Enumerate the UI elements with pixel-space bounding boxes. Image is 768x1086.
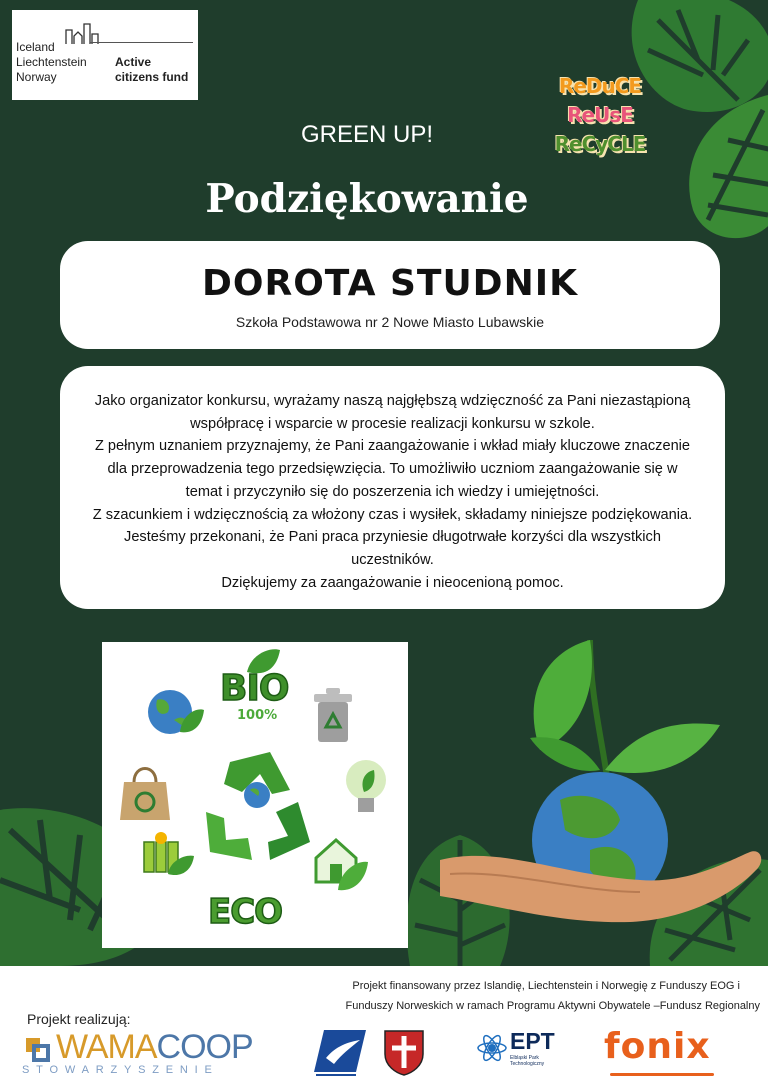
monstera-leaf-icon [668,90,768,250]
recipient-card [60,241,720,349]
wamacoop-mark-icon [24,1036,52,1064]
eco-icons-panel [102,642,408,948]
body-line: Z pełnym uznaniem przyznajemy, że Pani zaangażowanie i wkład miały kluczowe znaczenie [94,438,691,455]
wamacoop-wordmark: WAMACOOP [56,1028,253,1066]
body-line: współpracę i wsparcie w procesie realizacji konkursu w szkole. [190,415,595,432]
ept-atom-icon [476,1032,508,1064]
battery-icon [144,832,194,875]
wamacoop-subtitle: STOWARZYSZENIE [22,1064,219,1076]
body-line: Jesteśmy przekonani, że Pani praca przyniesie długotrwałe korzyści dla wszystkich [124,529,661,546]
bird-emblem-logo-icon [312,1028,368,1078]
badge-recycle: ReCyCLE [554,132,646,156]
funding-line: Funduszy Norweskich w ramach Programu Aktywni Obywatele –Fundusz Regionalny [345,1000,760,1012]
body-line: Dziękujemy za zaangażowanie i nieocenioną pomoc. [221,574,564,591]
ept-logo-subtitle: Elbląski Park Technologiczny [510,1055,545,1067]
logo-country-iceland: Iceland [16,40,55,54]
hand-globe-plant-illustration [440,630,768,940]
bio-label: BIO [220,668,289,709]
eco-house-icon [316,840,368,890]
bio-percent: 100% [237,708,278,723]
recipient-name: DOROTA STUDNIK [202,263,578,304]
badge-reduce: ReDuCE [558,74,642,98]
recycle-bag-icon [120,769,170,821]
body-line: Jako organizator konkursu, wyrażamy naszą najgłębszą wdzięczność za Pani niezastąpioną [94,393,691,409]
logo-fund-line1: Active [115,55,152,69]
coat-of-arms-icon [382,1028,426,1076]
funding-statement [260,976,760,1016]
body-line: temat i przyczyniło się do poszerzenia ich wiedzy i umiejętności. [185,483,600,500]
fonix-logo: fonix [604,1026,711,1067]
body-line: dla przeprowadzenia tego przedsięwzięcia. To umożliwiło uczniom zaangażowanie się w [107,461,678,478]
wamacoop-logo [22,1028,272,1078]
thank-you-text-card [60,366,725,609]
logo-fund-line2: citizens fund [115,70,189,84]
globe-icon [148,690,204,734]
certificate-title: Podziękowanie [205,176,529,222]
body-line: Z szacunkiem i wdzięcznością za włożony czas i wysiłek, składamy niniejsze podziękowania. [92,506,693,523]
eco-label: ECO [208,892,283,932]
eea-norway-grants-logo [12,10,198,100]
logo-divider [90,42,193,43]
body-line: uczestników. [351,551,434,568]
recycle-bin-icon [314,688,352,742]
footer [0,966,768,1086]
logo-country-liechtenstein: Liechtenstein [16,55,87,69]
recipient-school: Szkoła Podstawowa nr 2 Nowe Miasto Lubawskie [235,314,545,330]
recycle-symbol-icon [206,752,310,860]
logo-country-norway: Norway [16,70,57,84]
plant-leaf-icon [530,640,720,800]
event-subtitle: GREEN UP! [300,121,434,148]
fonix-underline [610,1073,714,1076]
funding-line: Projekt finansowany przez Islandię, Liechtenstein i Norwegię z Funduszy EOG i [352,980,740,992]
badge-reuse: ReUsE [567,103,633,127]
project-partners-label: Projekt realizują: [27,1011,131,1027]
ept-logo-text: EPT [510,1028,555,1054]
light-bulb-icon [346,760,386,812]
